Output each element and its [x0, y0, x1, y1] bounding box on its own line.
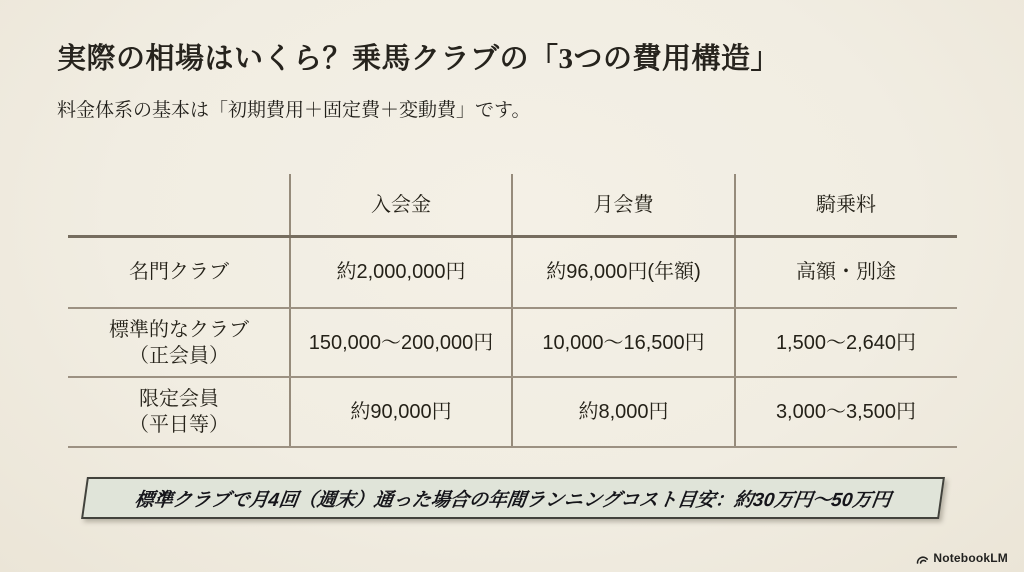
table-corner-cell — [68, 174, 290, 236]
table-cell: 10,000〜16,500円 — [542, 331, 705, 354]
table-cell: 約2,000,000円 — [336, 261, 466, 283]
slide-title: 実際の相場はいくら？乗馬クラブの「3つの費用構造」 — [57, 43, 781, 75]
table-cell: 1,500〜2,640円 — [775, 331, 917, 354]
fee-table — [68, 174, 957, 447]
notebooklm-watermark — [916, 551, 1008, 565]
row-label-text: 限定会員 — [139, 388, 219, 410]
row-sublabel-text: （正会員） — [129, 344, 229, 367]
table-cell: 150,000〜200,000円 — [308, 331, 494, 354]
table-cell: 高額・別途 — [796, 261, 896, 283]
table-cell: 約8,000円 — [578, 401, 669, 423]
row-label-prestigious-club — [68, 236, 290, 308]
row-sublabel-text: （平日等） — [129, 414, 229, 436]
row-label-text: 標準的なクラブ — [109, 318, 249, 341]
notebooklm-watermark-label: NotebookLM — [933, 551, 1008, 565]
row-label-limited-member — [68, 377, 290, 447]
table-cell: 約96,000円(年額) — [546, 261, 701, 283]
table-cell: 約90,000円 — [350, 401, 452, 423]
column-header-monthly-fee: 月会費 — [593, 194, 654, 216]
annual-cost-banner — [81, 477, 945, 519]
row-label-standard-club — [68, 308, 290, 377]
column-header-riding-fee: 騎乗料 — [816, 194, 876, 216]
column-header-admission-fee: 入会金 — [371, 194, 431, 216]
slide-subtitle: 料金体系の基本は「初期費用＋固定費＋変動費」です。 — [57, 100, 531, 121]
row-label-text: 名門クラブ — [129, 261, 229, 283]
notebooklm-logo-icon — [916, 553, 929, 564]
annual-cost-banner-text: 標準クラブで月4回（週末）通った場合の年間ランニングコスト目安：約30万円〜50万円 — [133, 489, 893, 511]
table-cell: 3,000〜3,500円 — [775, 401, 917, 423]
